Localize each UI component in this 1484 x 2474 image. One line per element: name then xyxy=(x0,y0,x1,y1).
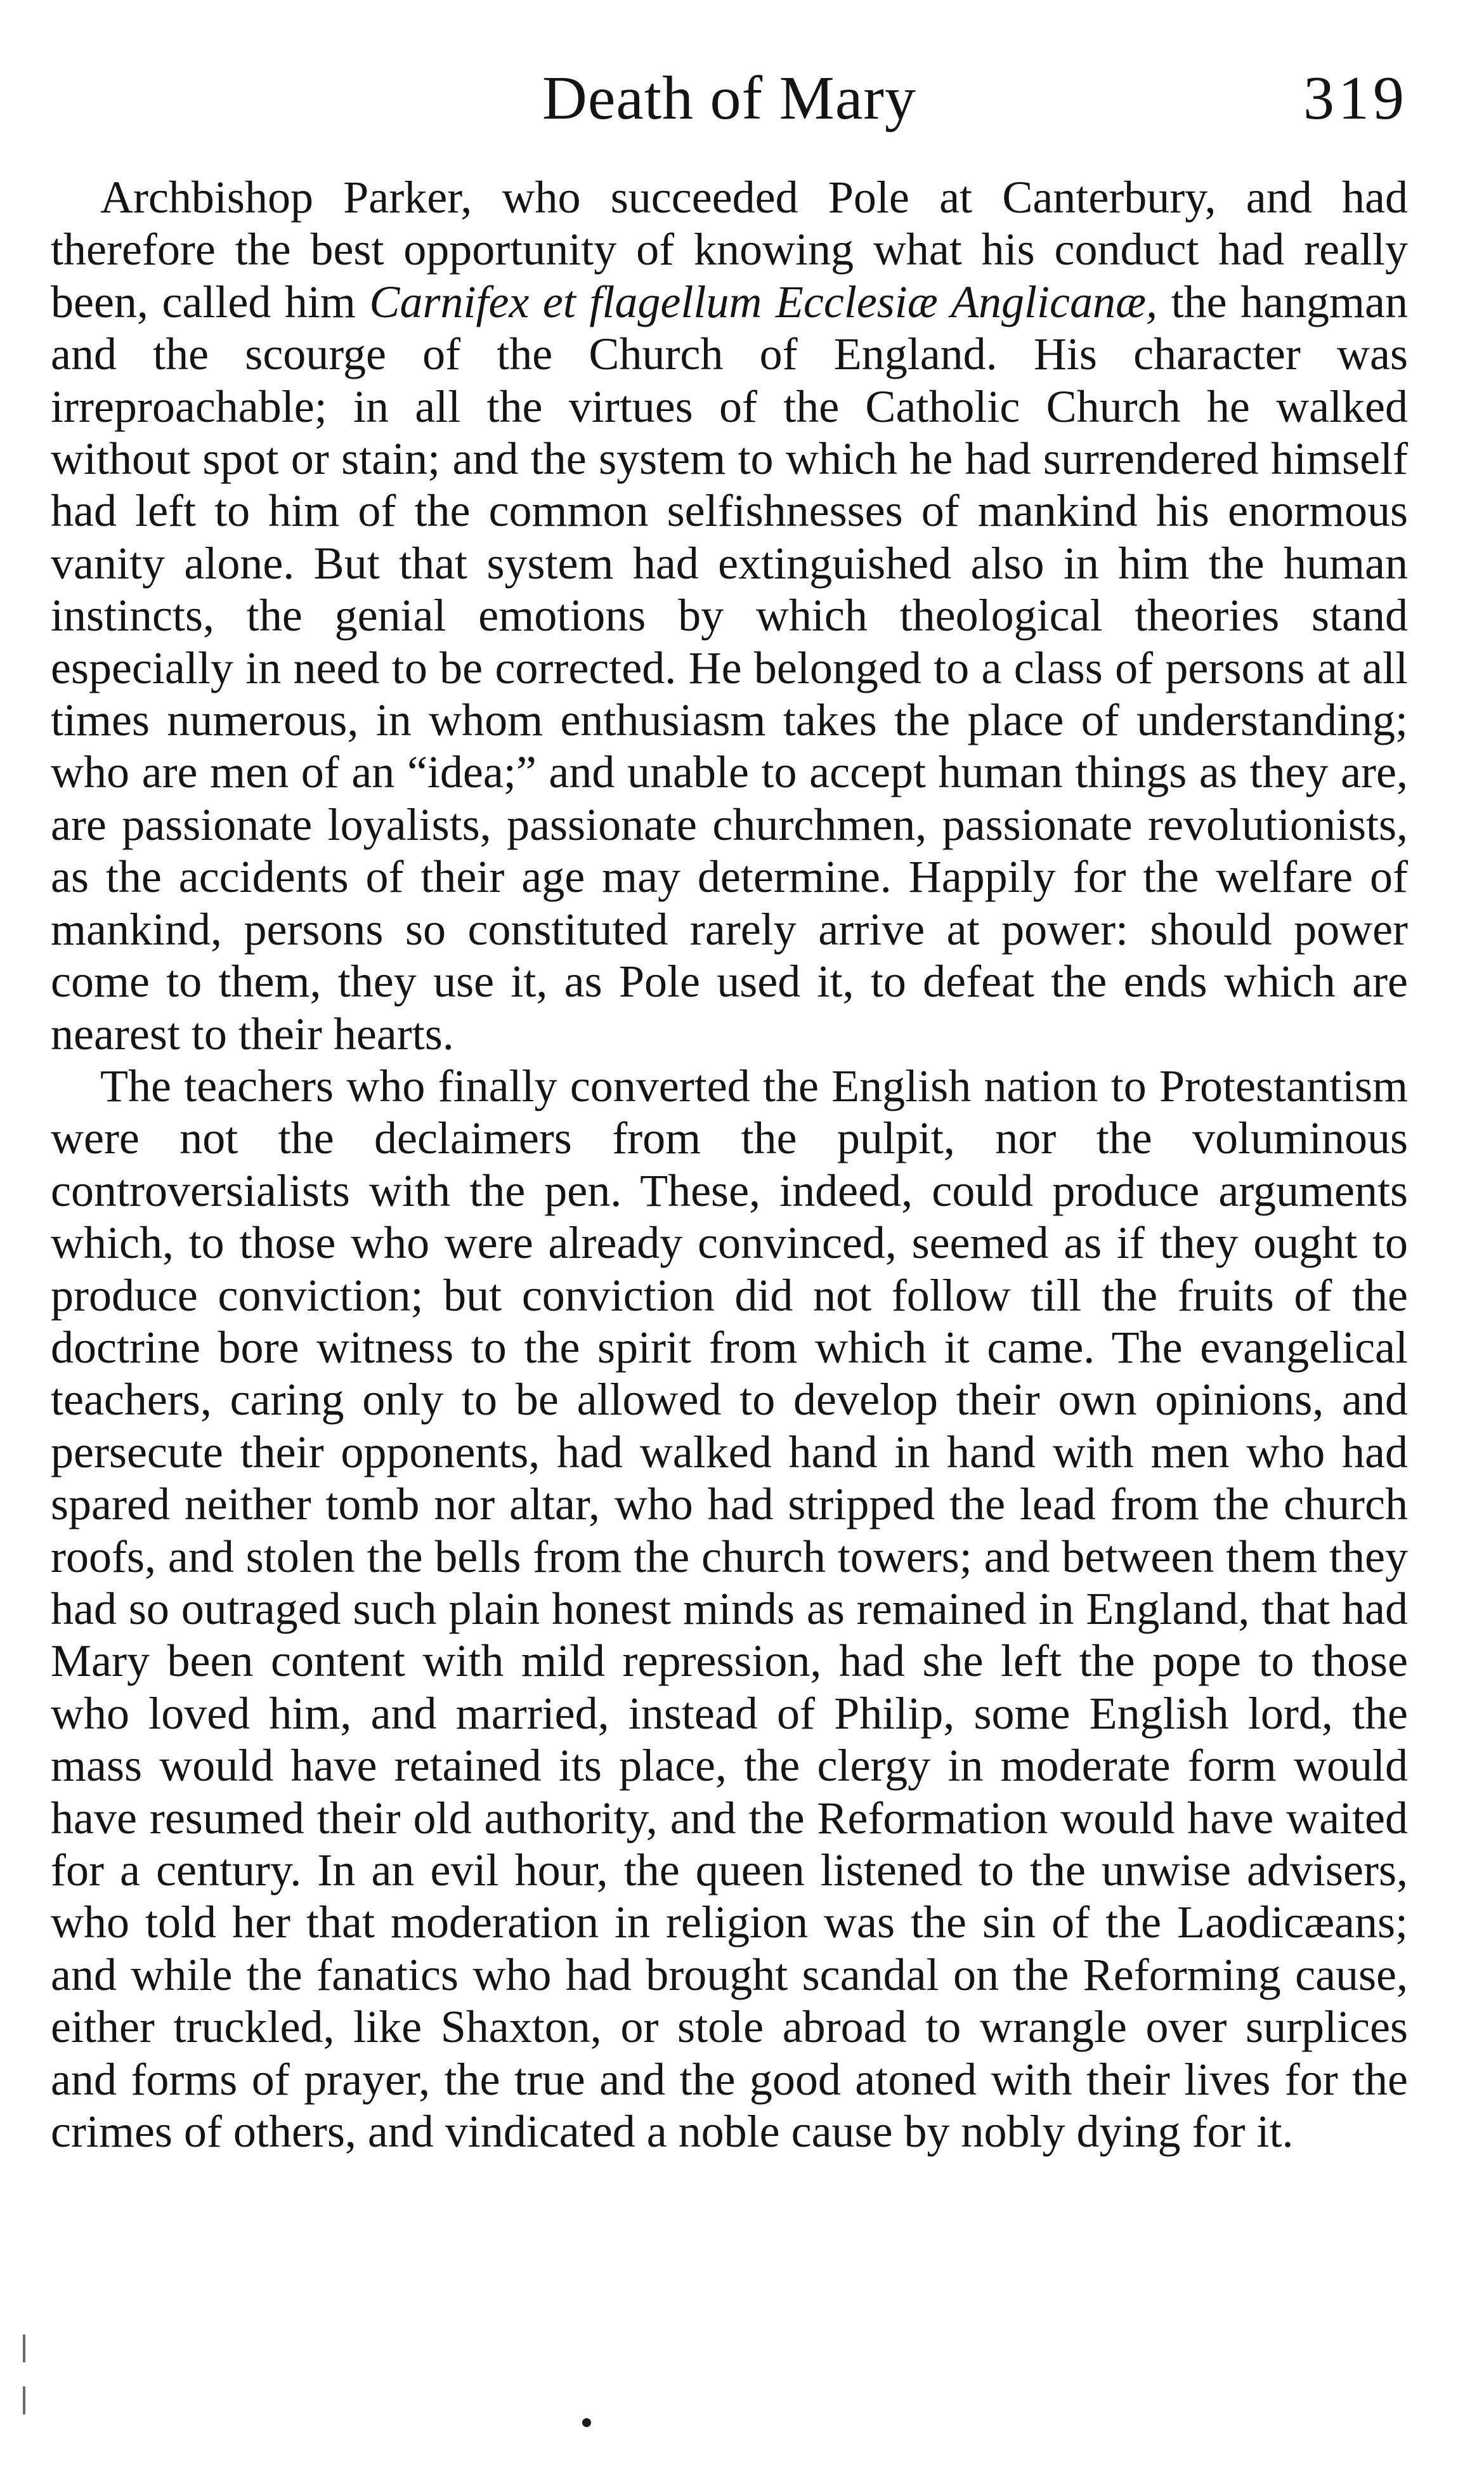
bottom-dot-mark xyxy=(582,2418,591,2427)
page-number: 319 xyxy=(1303,64,1408,133)
body-text xyxy=(51,171,1408,2157)
margin-scan-mark xyxy=(23,2386,25,2414)
paragraph-1 xyxy=(51,171,1408,1060)
latin-phrase: Carnifex et flagellum Ecclesiæ Anglicanæ, xyxy=(369,276,1158,327)
paragraph-1-text-end: the hangman and the scourge of the Church of England. His character was irreproachable; in all the virtues of the Catholic Church he walked without spot or stain; and the system to which he had surrendered himself had left to him of the common selfishnesses of mankind his enormous vanity alone. But that system had extinguished also in him the human instincts, the genial emotions by which theological theories stand especially in need to be corrected. He belonged to a class of persons at all times numerous, in whom enthusiasm takes the place of understanding; who are men of an “idea;” and unable to accept human things as they are, are passionate loyalists, passionate churchmen, passionate revolutionists, as the accidents of their age may determine. Happily for the welfare of mankind, persons so constituted rarely arrive at power: should power come to them, they use it, as Pole used it, to defeat the ends which are nearest to their hearts. xyxy=(51,276,1408,1059)
margin-scan-mark xyxy=(23,2334,25,2362)
page-title: Death of Mary xyxy=(542,64,916,133)
paragraph-1-text-start: Archbishop Parker, who succeeded Pole at Canterbury, and had therefore the best opportunity of knowing what his conduct had really been, called him xyxy=(51,172,1408,327)
running-head xyxy=(51,60,1408,136)
paragraph-2: The teachers who finally converted the English nation to Protestantism were not the declaimers from the pulpit, nor the voluminous controversialists with the pen. These, indeed, could produce arguments which, to those who were already convinced, seemed as if they ought to produce conviction; but conviction did not follow till the fruits of the doctrine bore witness to the spirit from which it came. The evangelical teachers, caring only to be allowed to develop their own opinions, and persecute their opponents, had walked hand in hand with men who had spared neither tomb nor altar, who had stripped the lead from the church roofs, and stolen the bells from the church towers; and between them they had so outraged such plain honest minds as remained in England, that had Mary been content with mild repression, had she left the pope to those who loved him, and married, instead of Philip, some English lord, the mass would have retained its place, the clergy in moderate form would have resumed their old authority, and the Reformation would have waited for a century. In an evil hour, the queen listened to the unwise advisers, who told her that moderation in religion was the sin of the Laodicæans; and while the fanatics who had brought scandal on the Reforming cause, either truckled, like Shaxton, or stole abroad to wrangle over surplices and forms of prayer, the true and the good atoned with their lives for the crimes of others, and vindicated a noble cause by nobly dying for it. xyxy=(51,1060,1408,2157)
